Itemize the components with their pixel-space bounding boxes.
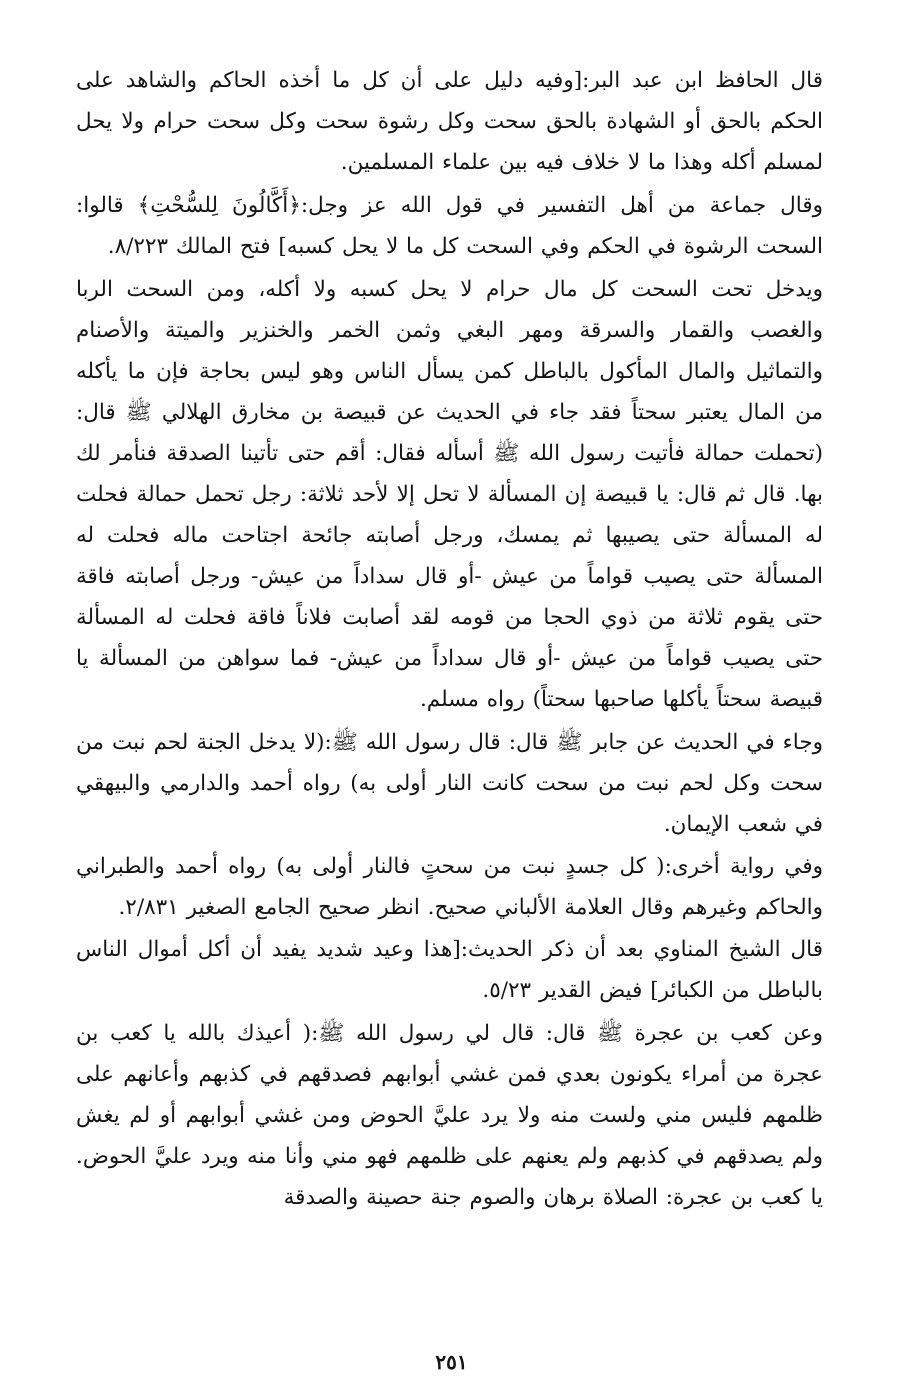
paragraph-tafsir-quote: وقال جماعة من أهل التفسير في قول الله عز وجل:﴿أَكَّالُونَ لِلسُّحْتِ﴾ قالوا: السحت الرشوة في الحكم وفي السحت كل ما لا يحل كسبه] فتح المالك ٨/٢٢٣. (76, 193, 823, 259)
paragraph-kaab-hadith: وعن كعب بن عجرة ﷺ قال: قال لي رسول الله ﷺ:( أعيذك بالله يا كعب بن عجرة من أمراء يكونون بعدي فمن غشي أبوابهم فصدقهم في كذبهم وأعانهم على ظلمهم فليس مني ولست منه ولا يرد عليَّ الحوض ومن غشي أبوابهم أو لم يغش ولم يصدقهم في كذبهم ولم يعنهم على ظلمهم فهو مني وأنا منه ويرد عليَّ الحوض. يا كعب بن عجرة: الصلاة برهان والصوم جنة حصينة والصدقة (76, 1021, 823, 1210)
page-number: ٢٥١ (435, 1350, 468, 1374)
paragraph-qabisa-hadith: ويدخل تحت السحت كل مال حرام لا يحل كسبه ولا أكله، ومن السحت الربا والغصب والقمار والسرقة ومهر البغي وثمن الخمر والخنزير والميتة والأصنام والتماثيل والمال المأكول بالباطل كمن يسأل الناس وهو ليس بحاجة فإن ما يأكله من المال يعتبر سحتاً فقد جاء في الحديث عن قبيصة بن مخارق الهلالي ﷺ قال:(تحملت حمالة فأتيت رسول الله ﷺ أسأله فقال: أقم حتى تأتينا الصدقة فنأمر لك بها. قال ثم قال: يا قبيصة إن المسألة لا تحل إلا لأحد ثلاثة: رجل تحمل حمالة فحلت له المسألة حتى يصيبها ثم يمسك، ورجل أصابته جائحة اجتاحت ماله فحلت له المسألة حتى يصيب قواماً من عيش -أو قال سداداً من عيش- ورجل أصابته فاقة حتى يقوم ثلاثة من ذوي الحجا من قومه لقد أصابت فلاناً فاقة فحلت له المسألة حتى يصيب قواماً من عيش -أو قال سداداً من عيش- فما سواهن من المسألة يا قبيصة سحتاً يأكلها صاحبها سحتاً) رواه مسلم. (76, 277, 823, 712)
paragraph-ibn-abd-al-barr-quote: قال الحافظ ابن عبد البر:[وفيه دليل على أن كل ما أخذه الحاكم والشاهد على الحكم بالحق أو الشهادة بالحق سحت وكل رشوة سحت وكل سحت حرام ولا يحل لمسلم أكله وهذا ما لا خلاف فيه بين علماء المسلمين. (76, 68, 823, 175)
paragraph-other-narration: وفي رواية أخرى:( كل جسدٍ نبت من سحتٍ فالنار أولى به) رواه أحمد والطبراني والحاكم وغيرهم وقال العلامة الألباني صحيح. انظر صحيح الجامع الصغير ٢/٨٣١. (76, 854, 823, 920)
paragraph-munawi-quote: قال الشيخ المناوي بعد أن ذكر الحديث:[هذا وعيد شديد يفيد أن أكل أموال الناس بالباطل من الكبائر] فيض القدير ٥/٢٣. (76, 937, 823, 1003)
page-body (76, 60, 823, 1218)
paragraph-jabir-hadith: وجاء في الحديث عن جابر ﷺ قال: قال رسول الله ﷺ:(لا يدخل الجنة لحم نبت من سحت وكل لحم نبت من سحت كانت النار أولى به) رواه أحمد والدارمي والبيهقي في شعب الإيمان. (76, 730, 823, 837)
